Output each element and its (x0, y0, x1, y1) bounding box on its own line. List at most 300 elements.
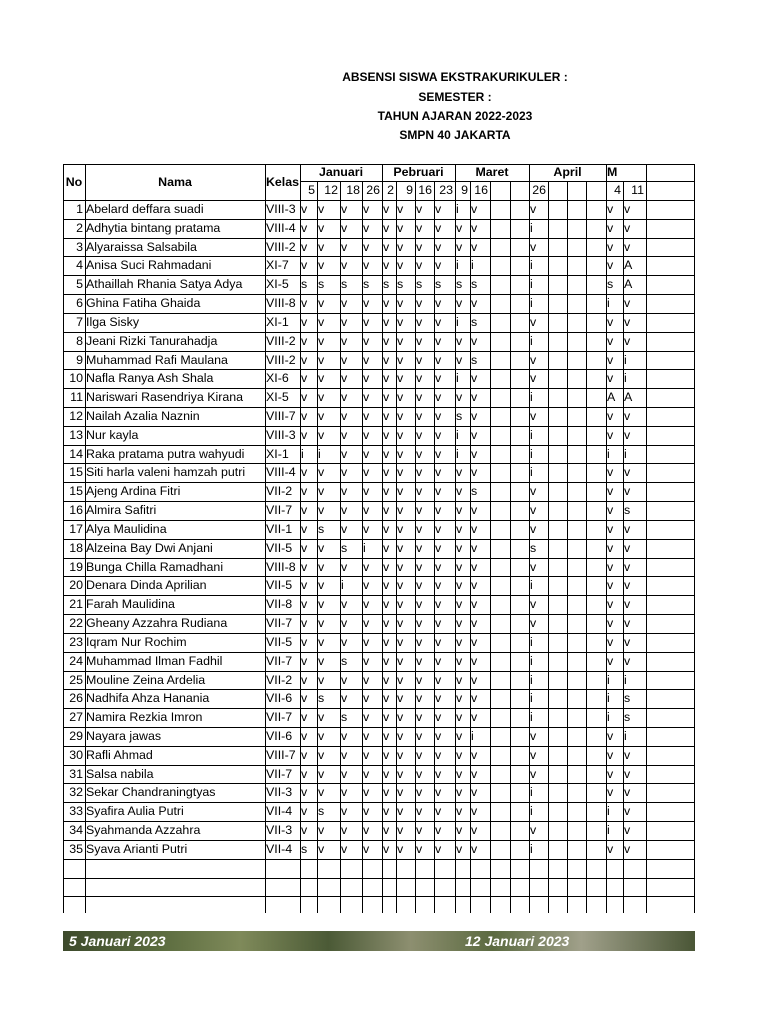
row-no: 24 (69, 653, 83, 668)
attendance-mark: v (397, 465, 404, 480)
attendance-mark (548, 351, 567, 370)
attendance-mark: v (341, 691, 348, 706)
attendance-mark: v (301, 333, 308, 348)
attendance-mark: v (363, 465, 370, 480)
grid-line-col (317, 181, 318, 913)
attendance-mark: v (456, 578, 463, 593)
attendance-mark: v (607, 202, 614, 216)
row-kelas: VII-6 (266, 728, 293, 743)
attendance-mark: v (530, 747, 537, 762)
attendance-mark: v (624, 841, 631, 856)
attendance-mark: i (341, 578, 344, 593)
attendance-mark: v (471, 747, 478, 762)
attendance-table (63, 164, 695, 913)
grid-line-row (63, 840, 695, 841)
attendance-mark (548, 633, 567, 652)
attendance-mark: i (530, 277, 533, 292)
row-nama: Adhytia bintang pratama (86, 220, 221, 235)
attendance-mark: v (456, 559, 463, 574)
attendance-mark: v (318, 540, 325, 555)
header-date: 23 (439, 183, 453, 197)
attendance-mark (567, 765, 586, 784)
attendance-mark: v (363, 446, 370, 461)
attendance-mark (548, 652, 567, 671)
attendance-mark (567, 256, 586, 275)
attendance-mark (567, 219, 586, 238)
attendance-mark: v (435, 634, 442, 649)
attendance-mark: v (318, 653, 325, 668)
attendance-mark (567, 275, 586, 294)
attendance-mark: v (363, 691, 370, 706)
attendance-mark (586, 426, 606, 445)
grid-line-row (63, 275, 695, 276)
attendance-mark: v (471, 691, 478, 706)
attendance-mark: v (435, 409, 442, 424)
attendance-mark (567, 407, 586, 426)
attendance-mark (567, 238, 586, 257)
attendance-mark: v (607, 239, 614, 254)
attendance-mark: s (363, 277, 370, 292)
attendance-mark: v (456, 352, 463, 367)
attendance-mark (586, 501, 606, 520)
row-no: 30 (69, 747, 83, 762)
attendance-mark: v (397, 371, 404, 386)
attendance-mark: v (435, 728, 442, 743)
attendance-mark: v (383, 352, 390, 367)
attendance-mark: v (363, 314, 370, 329)
attendance-mark: v (435, 616, 442, 631)
attendance-mark (490, 294, 510, 313)
attendance-mark: v (341, 616, 348, 631)
attendance-mark (548, 463, 567, 482)
attendance-mark (510, 689, 529, 708)
attendance-mark: v (301, 766, 308, 781)
attendance-mark: v (530, 484, 537, 499)
attendance-mark: i (530, 841, 533, 856)
attendance-mark: v (607, 785, 614, 800)
grid-line-col (646, 164, 647, 913)
attendance-mark: s (341, 710, 348, 725)
row-kelas: XI-1 (266, 446, 289, 461)
attendance-mark: v (471, 841, 478, 856)
grid-line-col (567, 181, 568, 913)
header-date: 9 (461, 183, 468, 197)
grid-line-col (340, 181, 341, 913)
attendance-mark: v (607, 258, 614, 273)
attendance-mark (510, 388, 529, 407)
row-no: 32 (69, 785, 83, 800)
attendance-mark: v (383, 578, 390, 593)
attendance-mark: v (435, 766, 442, 781)
attendance-mark (490, 332, 510, 351)
grid-line-row (63, 200, 695, 201)
attendance-mark: v (435, 371, 442, 386)
attendance-mark: v (341, 597, 348, 612)
attendance-mark (510, 200, 529, 219)
grid-line-row (63, 313, 695, 314)
attendance-mark: v (416, 616, 423, 631)
attendance-mark: v (383, 465, 390, 480)
attendance-mark (586, 407, 606, 426)
attendance-mark (567, 802, 586, 821)
attendance-mark (567, 746, 586, 765)
title-line-3: TAHUN AJARAN 2022-2023 (377, 109, 533, 123)
attendance-mark: v (397, 559, 404, 574)
attendance-mark: s (341, 277, 348, 292)
attendance-mark: s (456, 409, 463, 424)
attendance-mark: v (301, 691, 308, 706)
attendance-mark: v (363, 785, 370, 800)
attendance-mark (510, 351, 529, 370)
attendance-mark (586, 746, 606, 765)
attendance-mark (510, 482, 529, 501)
attendance-mark: s (318, 521, 325, 536)
attendance-mark (490, 426, 510, 445)
attendance-mark (490, 520, 510, 539)
attendance-mark: v (397, 766, 404, 781)
attendance-mark: v (607, 521, 614, 536)
attendance-mark (490, 633, 510, 652)
row-kelas: VII-7 (266, 653, 293, 668)
attendance-mark: v (397, 728, 404, 743)
attendance-mark: i (607, 823, 610, 838)
row-no: 35 (69, 841, 83, 856)
attendance-mark: i (530, 258, 533, 273)
row-no: 23 (69, 634, 83, 649)
attendance-mark: v (397, 296, 404, 311)
attendance-mark: v (530, 728, 537, 743)
row-nama: Siti harla valeni hamzah putri (86, 465, 246, 480)
attendance-mark: v (301, 597, 308, 612)
attendance-mark: i (607, 804, 610, 819)
attendance-mark: v (471, 559, 478, 574)
attendance-mark: v (301, 785, 308, 800)
attendance-mark (510, 369, 529, 388)
attendance-mark: v (318, 766, 325, 781)
attendance-mark: v (416, 333, 423, 348)
attendance-mark: v (363, 258, 370, 273)
attendance-mark (548, 708, 567, 727)
row-kelas: XI-7 (266, 258, 289, 273)
attendance-mark: v (397, 804, 404, 819)
attendance-mark: v (607, 465, 614, 480)
attendance-mark: v (416, 710, 423, 725)
attendance-mark: i (530, 446, 533, 461)
attendance-mark: i (456, 446, 459, 461)
attendance-mark: v (397, 823, 404, 838)
attendance-mark (548, 275, 567, 294)
attendance-mark (490, 595, 510, 614)
attendance-mark (567, 520, 586, 539)
header-date: 2 (387, 183, 394, 197)
attendance-mark: i (456, 258, 459, 273)
attendance-mark: v (435, 220, 442, 235)
attendance-mark: v (607, 333, 614, 348)
attendance-mark (567, 426, 586, 445)
attendance-mark: v (456, 710, 463, 725)
row-nama: Sekar Chandraningtyas (86, 785, 216, 800)
attendance-mark: i (607, 691, 610, 706)
attendance-mark (567, 727, 586, 746)
attendance-mark: v (301, 653, 308, 668)
row-no: 1 (76, 202, 83, 216)
attendance-mark: v (383, 710, 390, 725)
attendance-mark: v (397, 446, 404, 461)
attendance-mark: v (416, 390, 423, 405)
attendance-mark: v (341, 766, 348, 781)
row-kelas: VIII-7 (266, 409, 296, 424)
attendance-mark: i (301, 446, 304, 461)
grid-line-row (63, 652, 695, 653)
attendance-mark: v (607, 653, 614, 668)
attendance-mark: v (397, 390, 404, 405)
attendance-mark (490, 765, 510, 784)
row-no: 27 (69, 710, 83, 725)
row-nama: Jeani Rizki Tanurahadja (86, 333, 218, 348)
attendance-mark: v (363, 766, 370, 781)
attendance-mark: v (435, 785, 442, 800)
attendance-mark: v (624, 314, 631, 329)
row-no: 13 (69, 427, 83, 442)
attendance-mark: s (530, 540, 537, 555)
row-nama: Ghina Fatiha Ghaida (86, 296, 201, 311)
attendance-mark (510, 633, 529, 652)
attendance-mark: i (471, 728, 474, 743)
attendance-mark: v (471, 465, 478, 480)
attendance-mark: v (416, 503, 423, 518)
attendance-mark (548, 821, 567, 840)
attendance-mark: v (383, 540, 390, 555)
row-no: 31 (69, 766, 83, 781)
row-nama: Denara Dinda Aprilian (86, 578, 207, 593)
attendance-mark: v (624, 653, 631, 668)
attendance-mark: s (397, 277, 404, 292)
attendance-mark: i (607, 710, 610, 725)
attendance-mark: v (301, 634, 308, 649)
grid-line-row (63, 558, 695, 559)
attendance-mark: v (383, 785, 390, 800)
attendance-mark: v (341, 409, 348, 424)
attendance-mark: v (416, 841, 423, 856)
attendance-mark: v (301, 728, 308, 743)
attendance-mark: v (471, 823, 478, 838)
attendance-mark: v (471, 427, 478, 442)
attendance-mark (567, 652, 586, 671)
attendance-mark (586, 275, 606, 294)
grid-line-row (63, 595, 695, 596)
attendance-mark: v (301, 503, 308, 518)
row-kelas: VIII-3 (266, 202, 296, 216)
attendance-mark (567, 539, 586, 558)
attendance-mark: v (363, 616, 370, 631)
attendance-mark (548, 426, 567, 445)
grid-line-row (63, 896, 695, 897)
attendance-mark (490, 219, 510, 238)
attendance-mark: v (397, 653, 404, 668)
row-nama: Syafira Aulia Putri (86, 804, 184, 819)
row-nama: Syava Arianti Putri (86, 841, 188, 856)
attendance-mark: v (456, 766, 463, 781)
attendance-mark (490, 840, 510, 859)
attendance-mark: v (341, 427, 348, 442)
attendance-mark: v (318, 503, 325, 518)
attendance-mark (490, 388, 510, 407)
attendance-mark: v (456, 653, 463, 668)
attendance-mark (586, 633, 606, 652)
attendance-mark (510, 614, 529, 633)
attendance-mark (567, 708, 586, 727)
attendance-mark: v (318, 823, 325, 838)
attendance-mark: v (456, 616, 463, 631)
attendance-mark (548, 501, 567, 520)
title-line-4: SMPN 40 JAKARTA (399, 128, 511, 142)
attendance-mark: v (341, 220, 348, 235)
attendance-mark: v (318, 841, 325, 856)
attendance-mark (548, 765, 567, 784)
attendance-mark: i (530, 296, 533, 311)
attendance-mark: i (530, 390, 533, 405)
attendance-mark (567, 689, 586, 708)
header-date (510, 181, 529, 200)
attendance-mark: v (435, 823, 442, 838)
attendance-mark: v (383, 672, 390, 687)
attendance-mark: v (624, 202, 631, 216)
attendance-mark: s (301, 841, 308, 856)
attendance-mark (548, 671, 567, 690)
attendance-mark (548, 783, 567, 802)
row-nama: Alya Maulidina (86, 521, 167, 536)
attendance-mark: v (456, 634, 463, 649)
attendance-mark: v (456, 465, 463, 480)
attendance-mark: A (624, 258, 633, 273)
attendance-mark: v (624, 484, 631, 499)
attendance-mark (548, 595, 567, 614)
attendance-mark: v (383, 202, 390, 216)
attendance-mark: s (301, 277, 308, 292)
attendance-mark (567, 840, 586, 859)
attendance-mark: v (383, 616, 390, 631)
attendance-mark: v (416, 559, 423, 574)
grid-line-row (63, 369, 695, 370)
attendance-mark: i (530, 672, 533, 687)
attendance-mark (548, 520, 567, 539)
attendance-mark (510, 595, 529, 614)
attendance-mark: v (363, 559, 370, 574)
attendance-mark: v (435, 804, 442, 819)
attendance-mark: v (383, 484, 390, 499)
attendance-mark (586, 727, 606, 746)
attendance-mark (586, 313, 606, 332)
attendance-mark: v (397, 503, 404, 518)
attendance-mark: v (416, 540, 423, 555)
attendance-mark: v (383, 653, 390, 668)
attendance-mark: i (607, 296, 610, 311)
attendance-mark: v (624, 465, 631, 480)
attendance-mark (510, 407, 529, 426)
attendance-mark (548, 614, 567, 633)
attendance-mark: v (301, 371, 308, 386)
attendance-mark: i (456, 427, 459, 442)
attendance-mark: v (341, 484, 348, 499)
attendance-mark: v (435, 465, 442, 480)
attendance-mark: v (341, 634, 348, 649)
attendance-mark: v (624, 804, 631, 819)
grid-line-row (63, 238, 695, 239)
attendance-mark: v (318, 634, 325, 649)
attendance-mark: v (416, 691, 423, 706)
attendance-mark: v (301, 352, 308, 367)
attendance-mark: i (456, 314, 459, 329)
row-no: 33 (69, 804, 83, 819)
attendance-mark: v (624, 597, 631, 612)
attendance-mark: v (435, 239, 442, 254)
attendance-mark: v (318, 465, 325, 480)
attendance-mark (586, 708, 606, 727)
attendance-mark (490, 463, 510, 482)
grid-line-col (606, 164, 607, 913)
grid-line-col (470, 181, 471, 913)
grid-line-row (63, 727, 695, 728)
attendance-mark (586, 294, 606, 313)
attendance-mark: v (416, 634, 423, 649)
attendance-mark: v (341, 239, 348, 254)
attendance-mark (548, 369, 567, 388)
row-no: 11 (70, 390, 83, 405)
attendance-mark (510, 765, 529, 784)
attendance-mark (490, 802, 510, 821)
attendance-mark: v (301, 465, 308, 480)
attendance-mark: v (435, 390, 442, 405)
header-month: Maret (475, 165, 509, 179)
attendance-mark: v (301, 220, 308, 235)
attendance-mark: v (607, 540, 614, 555)
attendance-mark: v (397, 521, 404, 536)
attendance-mark: v (318, 390, 325, 405)
attendance-mark: v (363, 728, 370, 743)
attendance-mark: v (397, 258, 404, 273)
attendance-mark (586, 520, 606, 539)
attendance-mark (510, 539, 529, 558)
attendance-mark: v (363, 484, 370, 499)
attendance-mark (490, 445, 510, 464)
attendance-mark (490, 783, 510, 802)
attendance-mark: v (530, 503, 537, 518)
grid-line-top (63, 164, 695, 165)
photo-caption-right: 12 Januari 2023 (465, 933, 570, 949)
grid-line-row (63, 332, 695, 333)
attendance-mark (510, 708, 529, 727)
attendance-mark: v (471, 296, 478, 311)
attendance-mark: s (471, 352, 478, 367)
attendance-mark: s (471, 484, 478, 499)
attendance-mark: v (318, 484, 325, 499)
grid-line-month (300, 181, 695, 182)
attendance-mark (567, 783, 586, 802)
attendance-mark: i (607, 446, 610, 461)
attendance-mark: v (341, 465, 348, 480)
attendance-mark (510, 520, 529, 539)
grid-line-row (63, 426, 695, 427)
attendance-mark: v (456, 220, 463, 235)
attendance-mark: v (383, 314, 390, 329)
row-nama: Abelard deffara suadi (86, 202, 204, 216)
row-nama: Nailah Azalia Naznin (86, 409, 200, 424)
attendance-mark: v (363, 653, 370, 668)
row-kelas: VII-3 (266, 823, 293, 838)
attendance-mark: v (607, 728, 614, 743)
attendance-mark: v (318, 728, 325, 743)
attendance-mark: v (363, 409, 370, 424)
